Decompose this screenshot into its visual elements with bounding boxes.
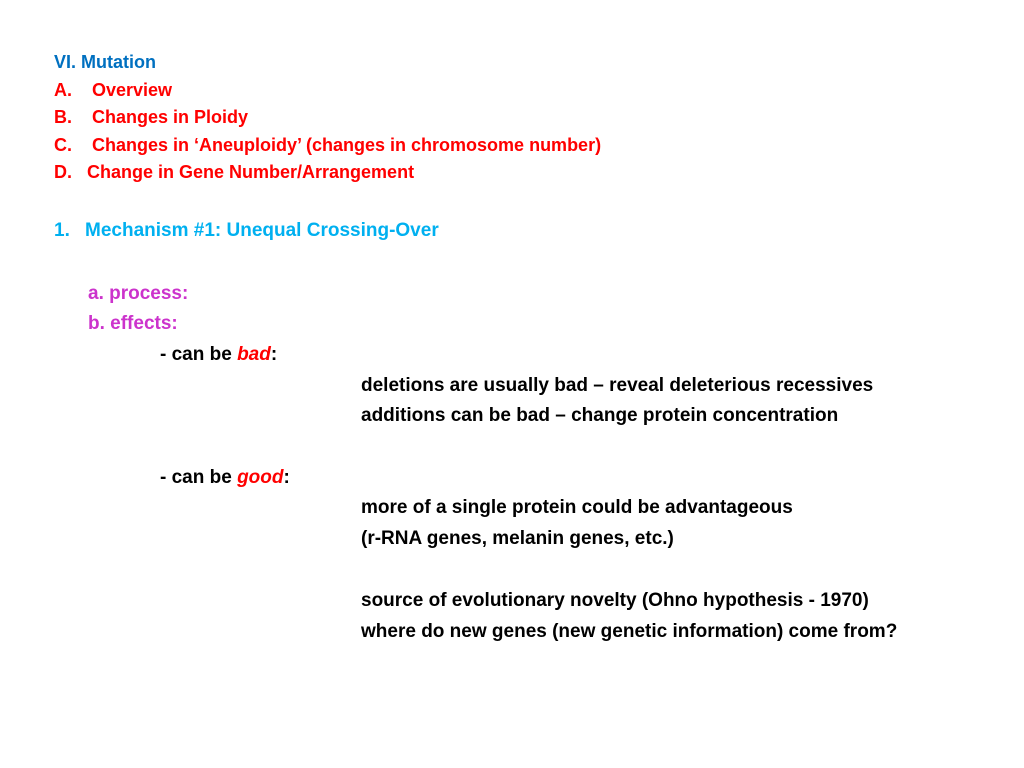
bad-word: bad: [237, 344, 271, 365]
bad-line-deletions: [361, 374, 873, 398]
can-be-bad-prefix: - can be: [160, 344, 238, 365]
bad-line-additions-text: additions can be bad – change protein concentration: [361, 405, 839, 426]
subpoint-effects-text: b. effects:: [88, 313, 178, 334]
outline-item-a: [54, 79, 172, 101]
section-title-text: VI. Mutation: [54, 52, 156, 72]
good-line-single-protein: [361, 496, 793, 520]
good-line-novelty-text: source of evolutionary novelty (Ohno hypothesis - 1970): [361, 590, 869, 611]
outline-item-d: [54, 161, 414, 183]
outline-marker-b: B.: [54, 107, 72, 127]
can-be-good-suffix: :: [283, 467, 290, 488]
outline-marker-d: D.: [54, 162, 72, 182]
outline-marker-a: A.: [54, 80, 72, 100]
good-line-new-genes-text: where do new genes (new genetic information) come from?: [361, 621, 898, 642]
can-be-bad-suffix: :: [270, 344, 278, 365]
good-line-examples: [361, 527, 674, 551]
outline-text-a: Overview: [92, 80, 173, 100]
mechanism-title: Mechanism #1: Unequal Crossing-Over: [85, 220, 439, 241]
outline-item-b: [54, 106, 248, 128]
subpoint-process: [88, 282, 188, 306]
mechanism-marker: 1.: [54, 220, 70, 241]
can-be-bad-heading: [160, 343, 277, 367]
bad-line-additions: [361, 404, 838, 428]
outline-text-c: Changes in ‘Aneuploidy’ (changes in chromosome number): [92, 135, 602, 155]
good-line-new-genes: [361, 620, 897, 644]
subpoint-process-text: a. process:: [88, 283, 189, 304]
mechanism-heading: [54, 219, 439, 243]
good-line-examples-text: (r-RNA genes, melanin genes, etc.): [361, 528, 674, 549]
good-word: good: [237, 467, 284, 488]
bad-line-deletions-text: deletions are usually bad – reveal deleterious recessives: [361, 375, 874, 396]
good-line-novelty: [361, 589, 869, 613]
outline-marker-c: C.: [54, 135, 72, 155]
can-be-good-heading: [160, 466, 290, 490]
good-line-single-protein-text: more of a single protein could be advantageous: [361, 497, 793, 518]
can-be-good-prefix: - can be: [160, 467, 238, 488]
outline-text-b: Changes in Ploidy: [92, 107, 249, 127]
section-title: [54, 51, 156, 73]
outline-item-c: [54, 134, 601, 156]
outline-text-d: Change in Gene Number/Arrangement: [87, 162, 415, 182]
subpoint-effects: [88, 312, 178, 336]
